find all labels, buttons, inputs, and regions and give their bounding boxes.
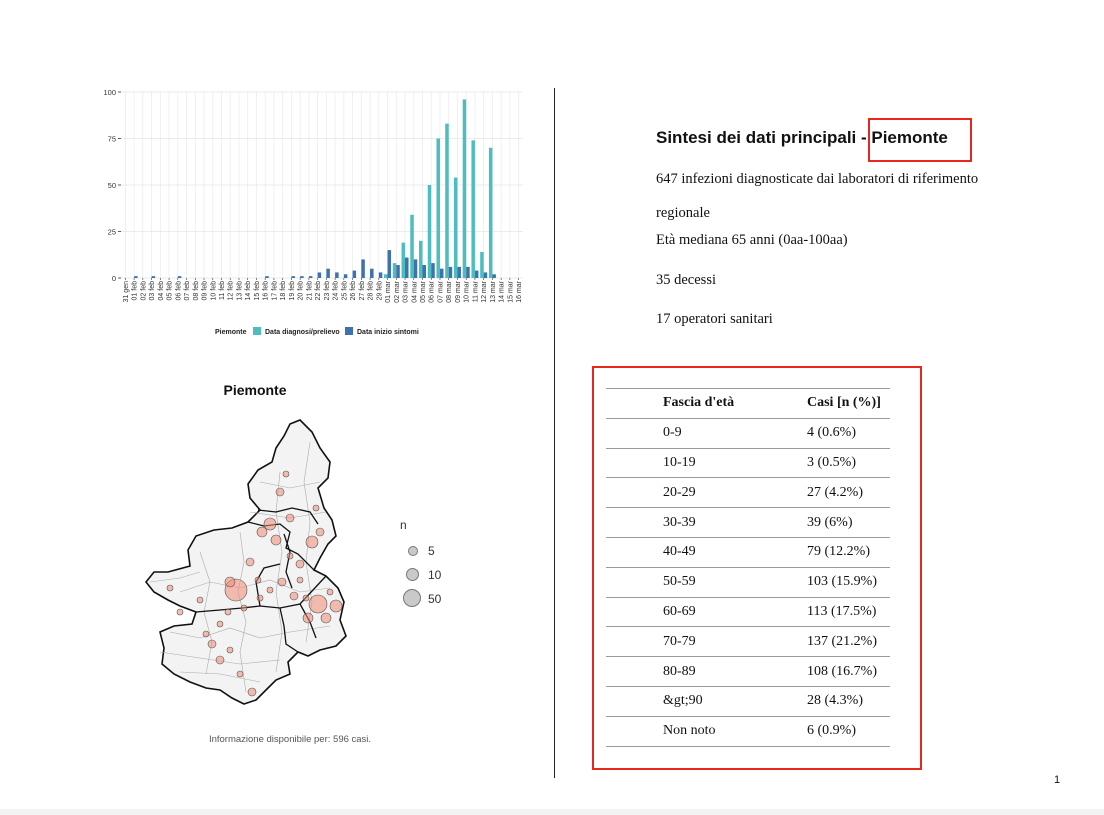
- bar-diagnosis: [445, 124, 448, 278]
- x-tick-label: 03 mar: [402, 281, 410, 303]
- x-tick-label: 07 mar: [437, 281, 445, 303]
- y-tick-label: 50: [107, 181, 116, 190]
- x-tick-label: 31 gen: [122, 281, 130, 303]
- case-bubble: [167, 585, 173, 591]
- table-row: [606, 597, 890, 627]
- y-tick-label: 75: [107, 134, 116, 144]
- bar-symptom-onset: [318, 272, 321, 278]
- cases-cell: 39 (6%): [807, 508, 890, 538]
- case-bubble: [227, 647, 233, 653]
- case-bubble: [316, 528, 324, 536]
- case-bubble: [276, 488, 284, 496]
- case-bubble: [257, 595, 263, 601]
- x-tick-label: 09 mar: [454, 281, 462, 303]
- bar-symptom-onset: [300, 276, 303, 278]
- x-tick-label: 28 feb: [367, 281, 375, 301]
- cases-cell: 6 (0.9%): [807, 716, 890, 746]
- x-tick-label: 16 mar: [516, 281, 524, 303]
- x-tick-label: 02 mar: [393, 281, 401, 303]
- bar-diagnosis: [471, 140, 474, 278]
- bar-diagnosis: [384, 274, 387, 278]
- bar-diagnosis: [410, 215, 413, 278]
- x-tick-label: 15 mar: [507, 281, 515, 303]
- y-tick-label: 0: [111, 274, 116, 283]
- table-row: [606, 627, 890, 657]
- case-bubble: [286, 514, 294, 522]
- age-group-cell: 80-89: [606, 657, 807, 687]
- case-bubble: [225, 609, 231, 615]
- legend-item: [396, 542, 456, 562]
- table-header-row: [606, 389, 890, 419]
- bar-symptom-onset: [370, 269, 373, 278]
- epidemic-curve-chart: [95, 84, 535, 344]
- x-tick-label: 27 feb: [358, 281, 366, 301]
- x-tick-label: 12 feb: [227, 281, 235, 301]
- bar-symptom-onset: [178, 276, 181, 278]
- bubble-size-legend: [396, 518, 456, 618]
- x-tick-label: 29 feb: [376, 281, 384, 301]
- bar-symptom-onset: [440, 269, 443, 278]
- bar-symptom-onset: [326, 269, 329, 278]
- case-bubble: [255, 577, 261, 583]
- table-row: [606, 686, 890, 716]
- x-tick-label: 04 feb: [157, 281, 165, 301]
- x-tick-label: 18 feb: [280, 281, 288, 301]
- x-tick-label: 13 mar: [489, 281, 497, 303]
- table-row: [606, 478, 890, 508]
- bar-symptom-onset: [492, 274, 495, 278]
- x-tick-label: 01 mar: [385, 281, 393, 303]
- legend-item: [396, 590, 456, 610]
- case-bubble: [303, 613, 313, 623]
- x-tick-label: 05 feb: [166, 281, 174, 301]
- case-bubble: [246, 558, 254, 566]
- case-bubble: [313, 505, 319, 511]
- x-tick-label: 14 feb: [245, 281, 253, 301]
- bar-symptom-onset: [309, 276, 312, 278]
- map-caption: Informazione disponibile per: 596 casi.: [208, 734, 372, 745]
- bar-diagnosis: [489, 148, 492, 278]
- case-bubble: [177, 609, 183, 615]
- x-tick-label: 24 feb: [332, 281, 340, 301]
- x-tick-label: 06 feb: [175, 281, 183, 301]
- case-bubble: [241, 605, 247, 611]
- deaths-count: 35 decessi: [656, 272, 716, 288]
- bar-diagnosis: [463, 99, 466, 278]
- x-tick-label: 01 feb: [131, 281, 139, 301]
- x-tick-label: 09 feb: [201, 281, 209, 301]
- region-highlight-box: [868, 118, 972, 162]
- x-tick-label: 15 feb: [253, 281, 261, 301]
- x-tick-label: 08 mar: [446, 281, 454, 303]
- page-bottom-strip: [0, 809, 1104, 815]
- case-bubble: [217, 621, 223, 627]
- page-number: 1: [1054, 774, 1061, 786]
- age-group-cell: &gt;90: [606, 686, 807, 716]
- x-tick-label: 19 feb: [288, 281, 296, 301]
- x-tick-label: 23 feb: [323, 281, 331, 301]
- table-row: [606, 418, 890, 448]
- case-bubble: [290, 592, 298, 600]
- bar-symptom-onset: [291, 276, 294, 278]
- bar-symptom-onset: [396, 265, 399, 278]
- case-bubble: [306, 536, 318, 548]
- case-bubble: [208, 640, 216, 648]
- age-group-cell: 0-9: [606, 418, 807, 448]
- age-group-cell: 40-49: [606, 537, 807, 567]
- age-group-cell: 60-69: [606, 597, 807, 627]
- x-tick-label: 22 feb: [315, 281, 323, 301]
- bar-symptom-onset: [457, 267, 460, 278]
- bar-diagnosis: [454, 178, 457, 278]
- bar-symptom-onset: [431, 263, 434, 278]
- y-tick-label: 100: [103, 88, 116, 97]
- bar-diagnosis: [436, 139, 439, 279]
- bar-symptom-onset: [379, 272, 382, 278]
- bar-symptom-onset: [466, 267, 469, 278]
- table-row: [606, 567, 890, 597]
- y-tick-label: 25: [107, 227, 116, 237]
- x-tick-label: 06 mar: [428, 281, 436, 303]
- x-tick-label: 13 feb: [236, 281, 244, 301]
- bar-diagnosis: [428, 185, 431, 278]
- cases-cell: 4 (0.6%): [807, 418, 890, 448]
- legend-dot-small: [408, 546, 418, 556]
- bar-symptom-onset: [134, 276, 137, 278]
- cases-cell: 28 (4.3%): [807, 686, 890, 716]
- legend-dot-large: [403, 589, 421, 607]
- case-bubble: [303, 595, 309, 601]
- x-tick-label: 25 feb: [341, 281, 349, 301]
- case-bubble: [330, 600, 342, 612]
- legend-swatch: [253, 327, 261, 335]
- cases-cell: 103 (15.9%): [807, 567, 890, 597]
- case-bubble: [296, 560, 304, 568]
- age-group-cell: Non noto: [606, 716, 807, 746]
- summary-title-prefix: Sintesi dei dati principali: [656, 128, 857, 147]
- x-tick-label: 20 feb: [297, 281, 305, 301]
- header-age-group: Fascia d'età: [606, 389, 807, 419]
- summary-title-region: Piemonte: [871, 128, 948, 147]
- x-tick-label: 10 mar: [463, 281, 471, 303]
- chart-legend-title: Piemonte: [215, 329, 247, 336]
- chart-legend-label: Data diagnosi/prelievo: [265, 329, 340, 336]
- case-bubble: [327, 589, 333, 595]
- bar-symptom-onset: [335, 272, 338, 278]
- bar-symptom-onset: [449, 267, 452, 278]
- case-bubble: [321, 613, 331, 623]
- case-bubble: [216, 656, 224, 664]
- bar-symptom-onset: [388, 250, 391, 278]
- x-tick-label: 14 mar: [498, 281, 506, 303]
- table-row: [606, 716, 890, 746]
- header-cases: Casi [n (%)]: [807, 389, 890, 419]
- column-divider: [554, 88, 555, 778]
- legend-dot-medium: [406, 568, 419, 581]
- case-bubble: [283, 471, 289, 477]
- median-age: Età mediana 65 anni (0aa-100aa): [656, 232, 848, 248]
- x-tick-label: 21 feb: [306, 281, 314, 301]
- map-title: Piemonte: [223, 382, 287, 398]
- case-bubble: [264, 518, 276, 530]
- bar-symptom-onset: [265, 276, 268, 278]
- age-group-cell: 30-39: [606, 508, 807, 538]
- legend-label: 5: [428, 544, 435, 558]
- age-group-cell: 10-19: [606, 448, 807, 478]
- table-row: [606, 537, 890, 567]
- legend-swatch: [345, 327, 353, 335]
- infections-count: 647 infezioni diagnosticate dai laboratori di riferimento regionale: [656, 171, 979, 221]
- case-bubble: [309, 595, 327, 613]
- summary-title-separator: -: [856, 128, 872, 147]
- bar-symptom-onset: [344, 274, 347, 278]
- bar-diagnosis: [480, 252, 483, 278]
- age-group-cell: 70-79: [606, 627, 807, 657]
- cases-cell: 27 (4.2%): [807, 478, 890, 508]
- case-bubble: [237, 671, 243, 677]
- table-row: [606, 508, 890, 538]
- bar-symptom-onset: [475, 271, 478, 278]
- case-bubble: [203, 631, 209, 637]
- case-bubble: [197, 597, 203, 603]
- cases-cell: 137 (21.2%): [807, 627, 890, 657]
- x-tick-label: 11 feb: [219, 281, 226, 300]
- x-tick-label: 08 feb: [192, 281, 200, 301]
- bar-diagnosis: [402, 243, 405, 278]
- legend-title: n: [400, 518, 407, 532]
- cases-cell: 79 (12.2%): [807, 537, 890, 567]
- age-group-cell: 50-59: [606, 567, 807, 597]
- legend-label: 10: [428, 568, 442, 582]
- bar-diagnosis: [393, 263, 396, 278]
- piemonte-map: [140, 412, 380, 712]
- cases-cell: 113 (17.5%): [807, 597, 890, 627]
- x-tick-label: 26 feb: [350, 281, 358, 301]
- case-bubble: [257, 527, 267, 537]
- x-tick-label: 07 feb: [184, 281, 192, 301]
- x-tick-label: 17 feb: [271, 281, 279, 301]
- age-group-table: [606, 388, 890, 747]
- bar-symptom-onset: [414, 259, 417, 278]
- case-bubble: [287, 553, 293, 559]
- x-tick-label: 11 mar: [472, 281, 480, 303]
- bar-symptom-onset: [152, 276, 155, 278]
- table-row: [606, 657, 890, 687]
- case-bubble: [225, 577, 235, 587]
- bar-diagnosis: [419, 241, 422, 278]
- x-tick-label: 10 feb: [210, 281, 218, 301]
- case-bubble: [271, 535, 281, 545]
- case-bubble: [297, 577, 303, 583]
- x-tick-label: 05 mar: [420, 281, 427, 303]
- x-tick-label: 16 feb: [262, 281, 270, 301]
- chart-legend-label: Data inizio sintomi: [357, 329, 419, 336]
- case-bubble: [248, 688, 256, 696]
- age-group-cell: 20-29: [606, 478, 807, 508]
- case-bubble: [267, 587, 273, 593]
- healthcare-workers-count: 17 operatori sanitari: [656, 311, 773, 327]
- bar-symptom-onset: [361, 259, 364, 278]
- bar-symptom-onset: [484, 272, 487, 278]
- bar-symptom-onset: [353, 271, 356, 278]
- case-bubble: [278, 578, 286, 586]
- x-tick-label: 02 feb: [140, 281, 148, 301]
- x-tick-label: 12 mar: [481, 281, 489, 303]
- table-row: [606, 448, 890, 478]
- cases-cell: 3 (0.5%): [807, 448, 890, 478]
- x-tick-label: 04 mar: [411, 281, 419, 303]
- cases-cell: 108 (16.7%): [807, 657, 890, 687]
- legend-label: 50: [428, 592, 442, 606]
- bar-symptom-onset: [405, 258, 408, 278]
- x-tick-label: 03 feb: [149, 281, 157, 301]
- bar-symptom-onset: [423, 265, 426, 278]
- legend-item: [396, 566, 456, 586]
